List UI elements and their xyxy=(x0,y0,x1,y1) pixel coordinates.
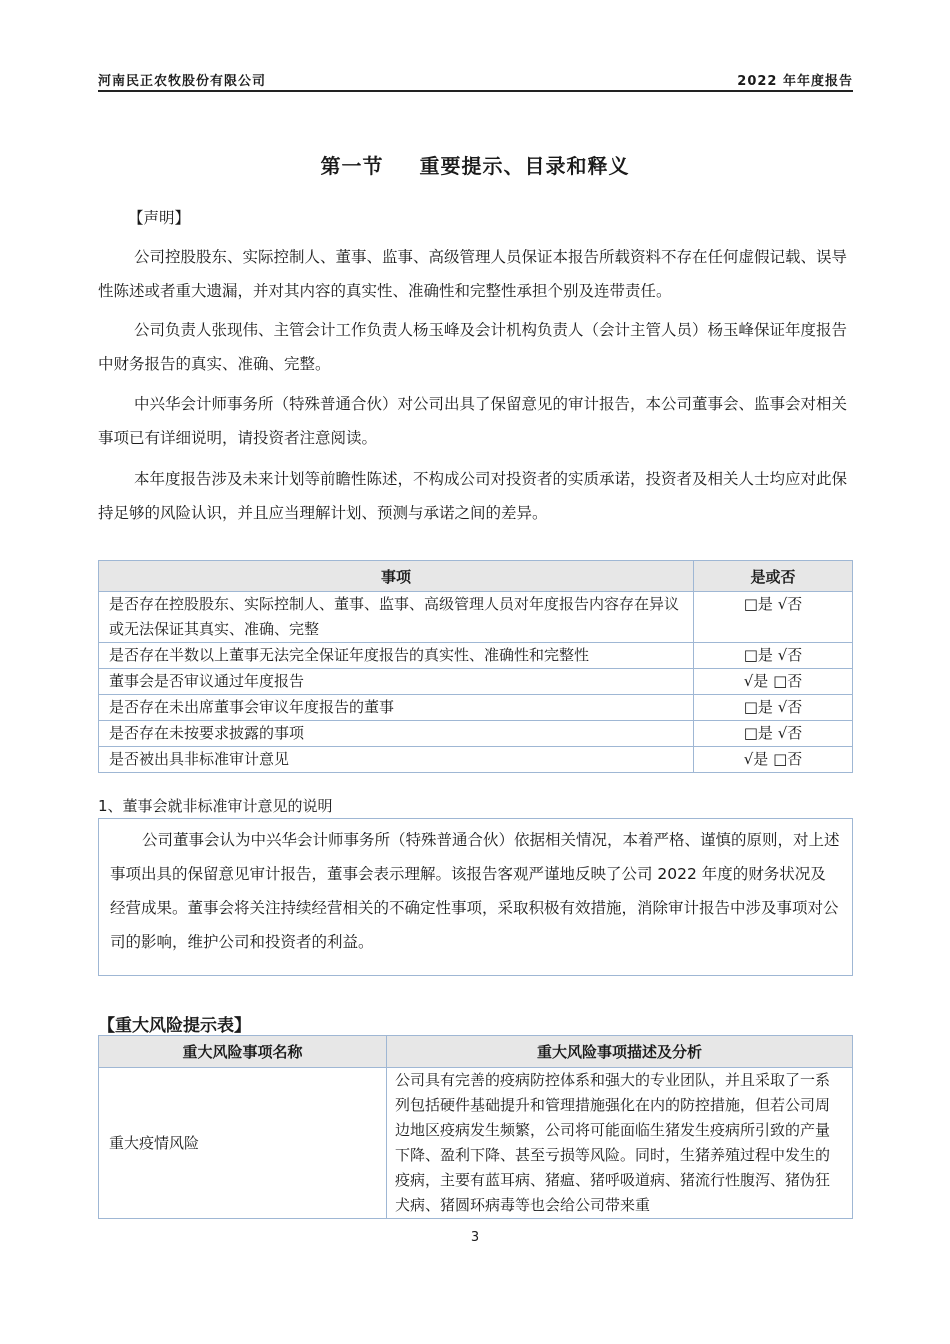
declaration-paragraph: 公司控股股东、实际控制人、董事、监事、高级管理人员保证本报告所载资料不存在任何虚假记载、误导性陈述或者重大遗漏，并对其内容的真实性、准确性和完整性承担个别及连带责任。 xyxy=(98,248,848,300)
column-header-item: 事项 xyxy=(99,561,694,592)
checklist-answer: □是 √否 xyxy=(694,643,853,669)
checklist-item: 是否存在半数以上董事无法完全保证年度报告的真实性、准确性和完整性 xyxy=(99,643,694,669)
table-row xyxy=(99,747,853,773)
table-header-row xyxy=(99,1036,853,1068)
checklist-table xyxy=(98,560,853,773)
checklist-item: 是否被出具非标准审计意见 xyxy=(99,747,694,773)
table-row xyxy=(99,1068,853,1219)
table-row xyxy=(99,643,853,669)
risk-name: 重大疫情风险 xyxy=(99,1068,387,1219)
checklist-answer: √是 □否 xyxy=(694,747,853,773)
table-row xyxy=(99,721,853,747)
risk-table-title: 【重大风险提示表】 xyxy=(98,1016,251,1036)
board-note-label: 1、董事会就非标准审计意见的说明 xyxy=(98,797,333,815)
column-header-risk-name: 重大风险事项名称 xyxy=(99,1036,387,1068)
checklist-answer: √是 □否 xyxy=(694,669,853,695)
table-row xyxy=(99,695,853,721)
checklist-answer: □是 √否 xyxy=(694,721,853,747)
checklist-item: 是否存在未按要求披露的事项 xyxy=(99,721,694,747)
checklist-answer: □是 √否 xyxy=(694,592,853,643)
page-number: 3 xyxy=(470,1230,480,1245)
header-report-title: 2022 年年度报告 xyxy=(737,74,853,89)
risk-table xyxy=(98,1035,853,1219)
table-row xyxy=(99,669,853,695)
declaration-label: 【声明】 xyxy=(128,209,191,227)
declaration-paragraph: 中兴华会计师事务所（特殊普通合伙）对公司出具了保留意见的审计报告，本公司董事会、监事会对相关事项已有详细说明，请投资者注意阅读。 xyxy=(98,395,848,447)
header-company: 河南民正农牧股份有限公司 xyxy=(98,74,267,89)
declaration-paragraph: 本年度报告涉及未来计划等前瞻性陈述，不构成公司对投资者的实质承诺，投资者及相关人士均应对此保持足够的风险认识，并且应当理解计划、预测与承诺之间的差异。 xyxy=(98,470,848,522)
page-header xyxy=(98,66,853,92)
section-number: 第一节 xyxy=(320,154,384,178)
section-title xyxy=(0,150,950,179)
checklist-item: 董事会是否审议通过年度报告 xyxy=(99,669,694,695)
column-header-risk-description: 重大风险事项描述及分析 xyxy=(387,1036,853,1068)
checklist-item: 是否存在控股股东、实际控制人、董事、监事、高级管理人员对年度报告内容存在异议或无法保证其真实、准确、完整 xyxy=(99,592,694,643)
checklist-item: 是否存在未出席董事会审议年度报告的董事 xyxy=(99,695,694,721)
table-header-row xyxy=(99,561,853,592)
declaration-paragraph: 公司负责人张现伟、主管会计工作负责人杨玉峰及会计机构负责人（会计主管人员）杨玉峰保证年度报告中财务报告的真实、准确、完整。 xyxy=(98,321,848,373)
section-heading: 重要提示、目录和释义 xyxy=(419,154,630,178)
table-row xyxy=(99,592,853,643)
checklist-answer: □是 √否 xyxy=(694,695,853,721)
column-header-answer: 是或否 xyxy=(694,561,853,592)
board-note-text: 公司董事会认为中兴华会计师事务所（特殊普通合伙）依据相关情况，本着严格、谨慎的原则，对上述事项出具的保留意见审计报告，董事会表示理解。该报告客观严谨地反映了公司 2022 年度的财务状况及经营成果。董事会将关注持续经营相关的不确定性事项，采取积极有效措施，消除审计报告中涉及事项对公司的影响，维护公司和投资者的利益。 xyxy=(98,818,853,976)
risk-description: 公司具有完善的疫病防控体系和强大的专业团队，并且采取了一系列包括硬件基础提升和管理措施强化在内的防控措施，但若公司周边地区疫病发生频繁，公司将可能面临生猪发生疫病所引致的产量下降、盈利下降、甚至亏损等风险。同时，生猪养殖过程中发生的疫病，主要有蓝耳病、猪瘟、猪呼吸道病、猪流行性腹泻、猪伪狂犬病、猪圆环病毒等也会给公司带来重 xyxy=(387,1068,853,1219)
